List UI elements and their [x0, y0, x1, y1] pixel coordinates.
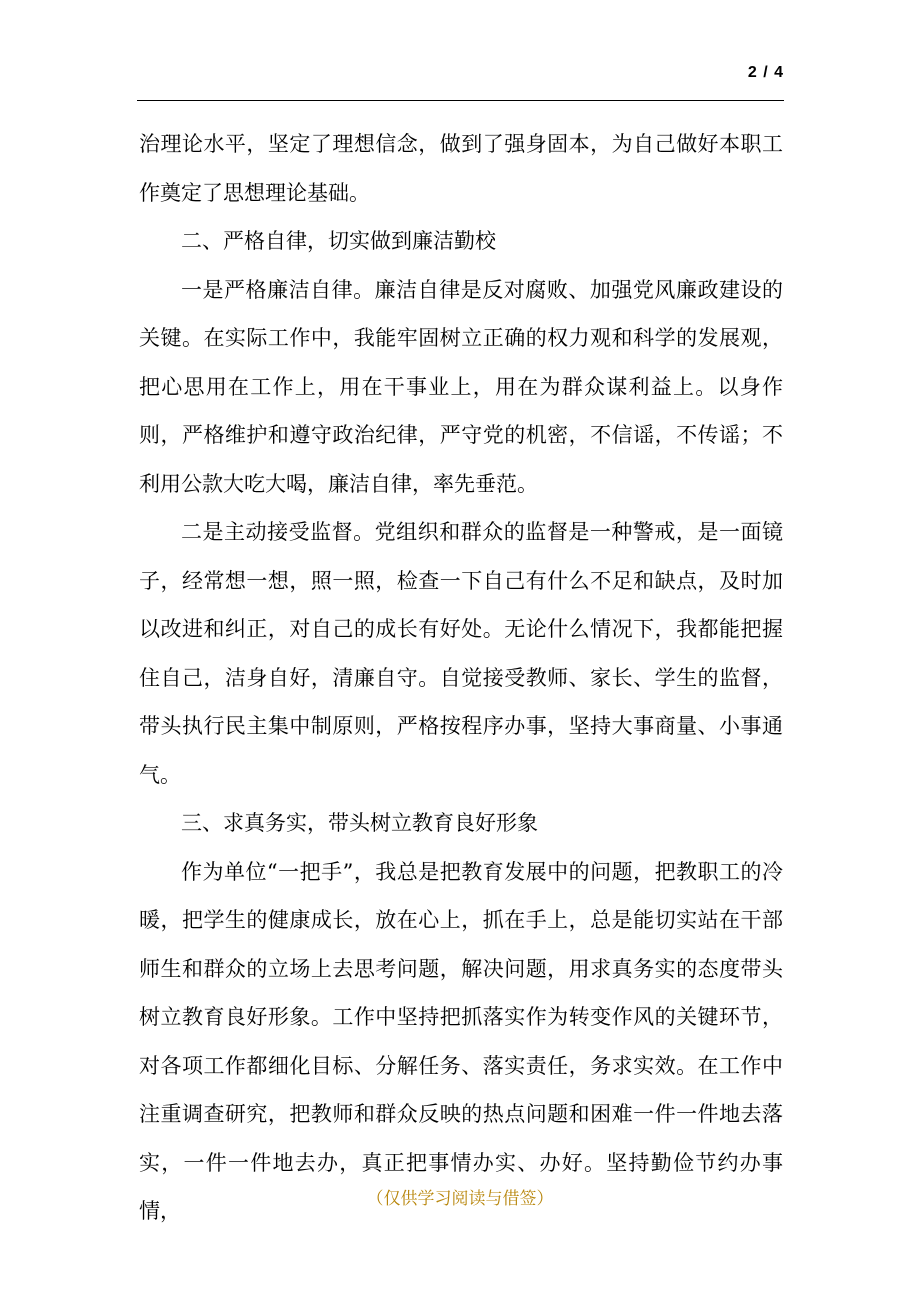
page-number: 2 / 4 — [747, 64, 784, 81]
section-heading-2: 二、严格自律，切实做到廉洁勤校 — [181, 229, 496, 253]
header-divider — [137, 100, 784, 101]
document-body — [139, 120, 783, 1236]
paragraph-self-discipline: 一是严格廉洁自律。廉洁自律是反对腐败、加强党风廉政建设的关键。在实际工作中，我能牢固树立正确的权力观和科学的发展观，把心思用在工作上，用在干事业上，用在为群众谋利益上。以身作则，严格维护和遵守政治纪律，严守党的机密，不信谣，不传谣；不利用公款大吃大喝，廉洁自律，率先垂范。 — [139, 277, 783, 496]
section-heading-3: 三、求真务实，带头树立教育良好形象 — [181, 811, 538, 835]
paragraph-continuation: 治理论水平，坚定了理想信念，做到了强身固本，为自己做好本职工作奠定了思想理论基础。 — [139, 132, 783, 205]
paragraph-supervision: 二是主动接受监督。党组织和群众的监督是一种警戒，是一面镜子，经常想一想，照一照，检查一下自己有什么不足和缺点，及时加以改进和纠正，对自己的成长有好处。无论什么情况下，我都能把握住自己，洁身自好，清廉自守。自觉接受教师、家长、学生的监督，带头执行民主集中制原则，严格按程序办事，坚持大事商量、小事通气。 — [139, 520, 783, 787]
footer-note: （仅供学习阅读与借签） — [366, 1189, 554, 1209]
paragraph-pragmatism: 作为单位“一把手”，我总是把教育发展中的问题，把教职工的冷暖，把学生的健康成长，放在心上，抓在手上，总是能切实站在干部师生和群众的立场上去思考问题，解决问题，用求真务实的态度带头树立教育良好形象。工作中坚持把抓落实作为转变作风的关键环节，对各项工作都细化目标、分解任务、落实责任，务求实效。在工作中注重调查研究，把教师和群众反映的热点问题和困难一件一件地去落实，一件一件地去办，真正把事情办实、办好。坚持勤俭节约办事情， — [139, 859, 783, 1223]
